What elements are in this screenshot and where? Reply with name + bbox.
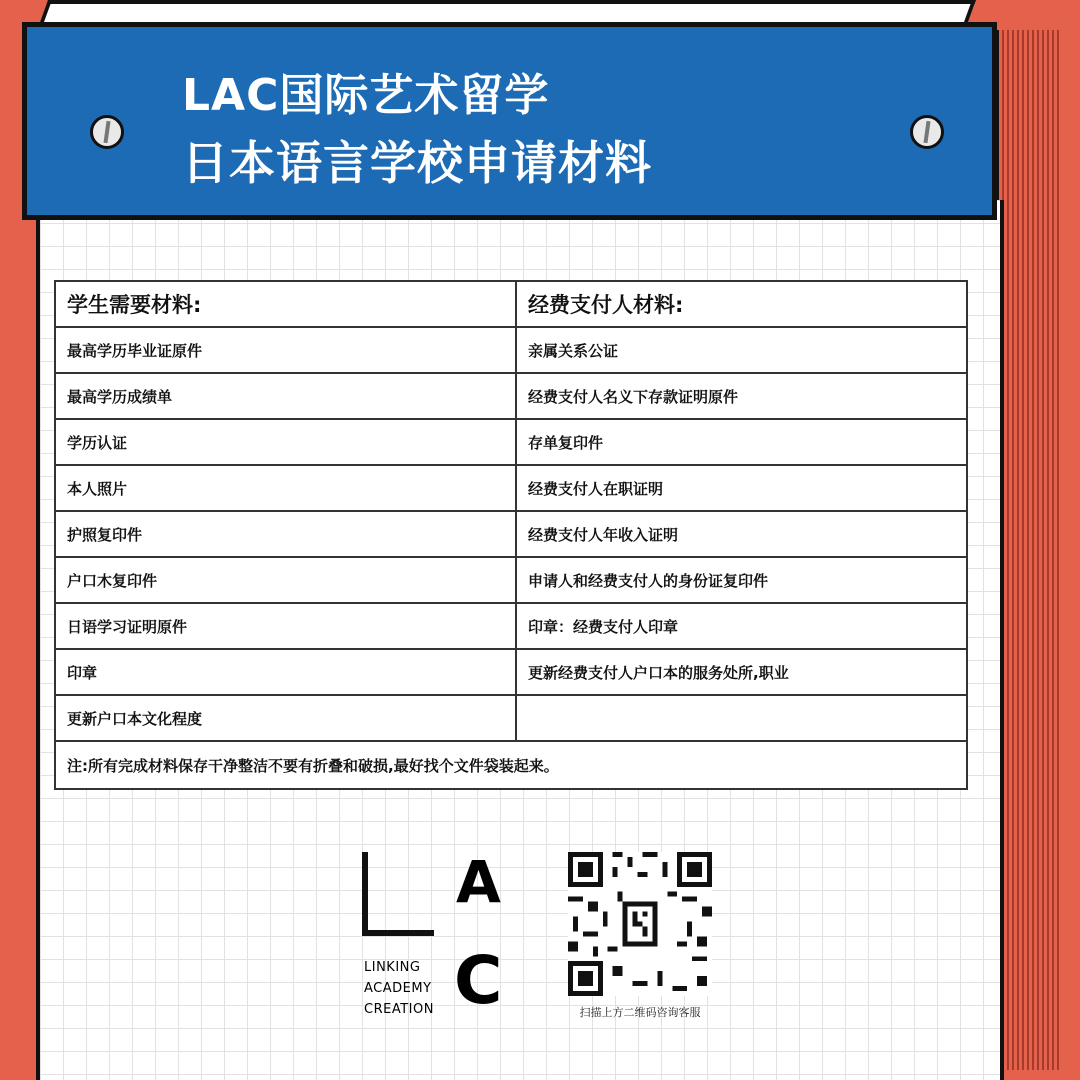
table-row — [56, 558, 966, 604]
logo-letter-c: C — [454, 942, 503, 1019]
qr-caption: 扫描上方二维码咨询客服 — [579, 1006, 701, 1019]
title-line-1: LAC国际艺术留学 — [182, 70, 550, 121]
sponsor-material: 更新经费支付人户口本的服务处所,职业 — [528, 663, 789, 682]
title-banner — [22, 22, 997, 220]
sponsor-materials-header: 经费支付人材料: — [528, 293, 684, 317]
logo-text-academy: ACADEMY — [364, 981, 432, 996]
table-row — [56, 374, 966, 420]
student-material: 本人照片 — [56, 466, 517, 510]
sponsor-material: 存单复印件 — [528, 433, 604, 452]
logo-letter-a: A — [456, 848, 501, 916]
sponsor-material: 经费支付人名义下存款证明原件 — [528, 387, 739, 406]
book-page-edges — [995, 30, 1059, 1070]
title-line-2: 日本语言学校申请材料 — [182, 136, 652, 190]
logo-text-creation: CREATION — [364, 1002, 434, 1017]
student-material: 印章 — [56, 650, 517, 694]
table-row — [56, 604, 966, 650]
table-note-row — [56, 742, 966, 788]
student-material: 户口木复印件 — [56, 558, 517, 602]
sponsor-material: 申请人和经费支付人的身份证复印件 — [528, 571, 769, 590]
table-row — [56, 420, 966, 466]
table-row — [56, 650, 966, 696]
sponsor-material: 经费支付人年收入证明 — [528, 525, 679, 544]
student-material: 最高学历毕业证原件 — [56, 328, 517, 372]
screw-icon — [910, 115, 944, 149]
logo-l-stroke — [362, 852, 368, 932]
lac-logo — [362, 848, 522, 1022]
table-row — [56, 512, 966, 558]
materials-table — [54, 280, 968, 790]
student-materials-header: 学生需要材料: — [56, 282, 517, 326]
sponsor-material: 经费支付人在职证明 — [528, 479, 664, 498]
sponsor-material: 亲属关系公证 — [528, 341, 619, 360]
student-material: 学历认证 — [56, 420, 517, 464]
student-material: 护照复印件 — [56, 512, 517, 556]
logo-text-linking: LINKING — [364, 960, 421, 975]
student-material: 最高学历成绩单 — [56, 374, 517, 418]
qr-code-icon — [568, 852, 712, 996]
note-text: 注:所有完成材料保存干净整洁不要有折叠和破损,最好找个文件袋装起来。 — [67, 756, 559, 775]
sponsor-material — [517, 696, 966, 740]
student-material: 日语学习证明原件 — [56, 604, 517, 648]
table-row — [56, 696, 966, 742]
table-row — [56, 466, 966, 512]
sponsor-material: 印章：经费支付人印章 — [528, 617, 679, 636]
table-row — [56, 328, 966, 374]
student-material: 更新户口本文化程度 — [56, 696, 517, 740]
table-header-row — [56, 282, 966, 328]
screw-icon — [90, 115, 124, 149]
logo-l-base — [362, 930, 434, 936]
